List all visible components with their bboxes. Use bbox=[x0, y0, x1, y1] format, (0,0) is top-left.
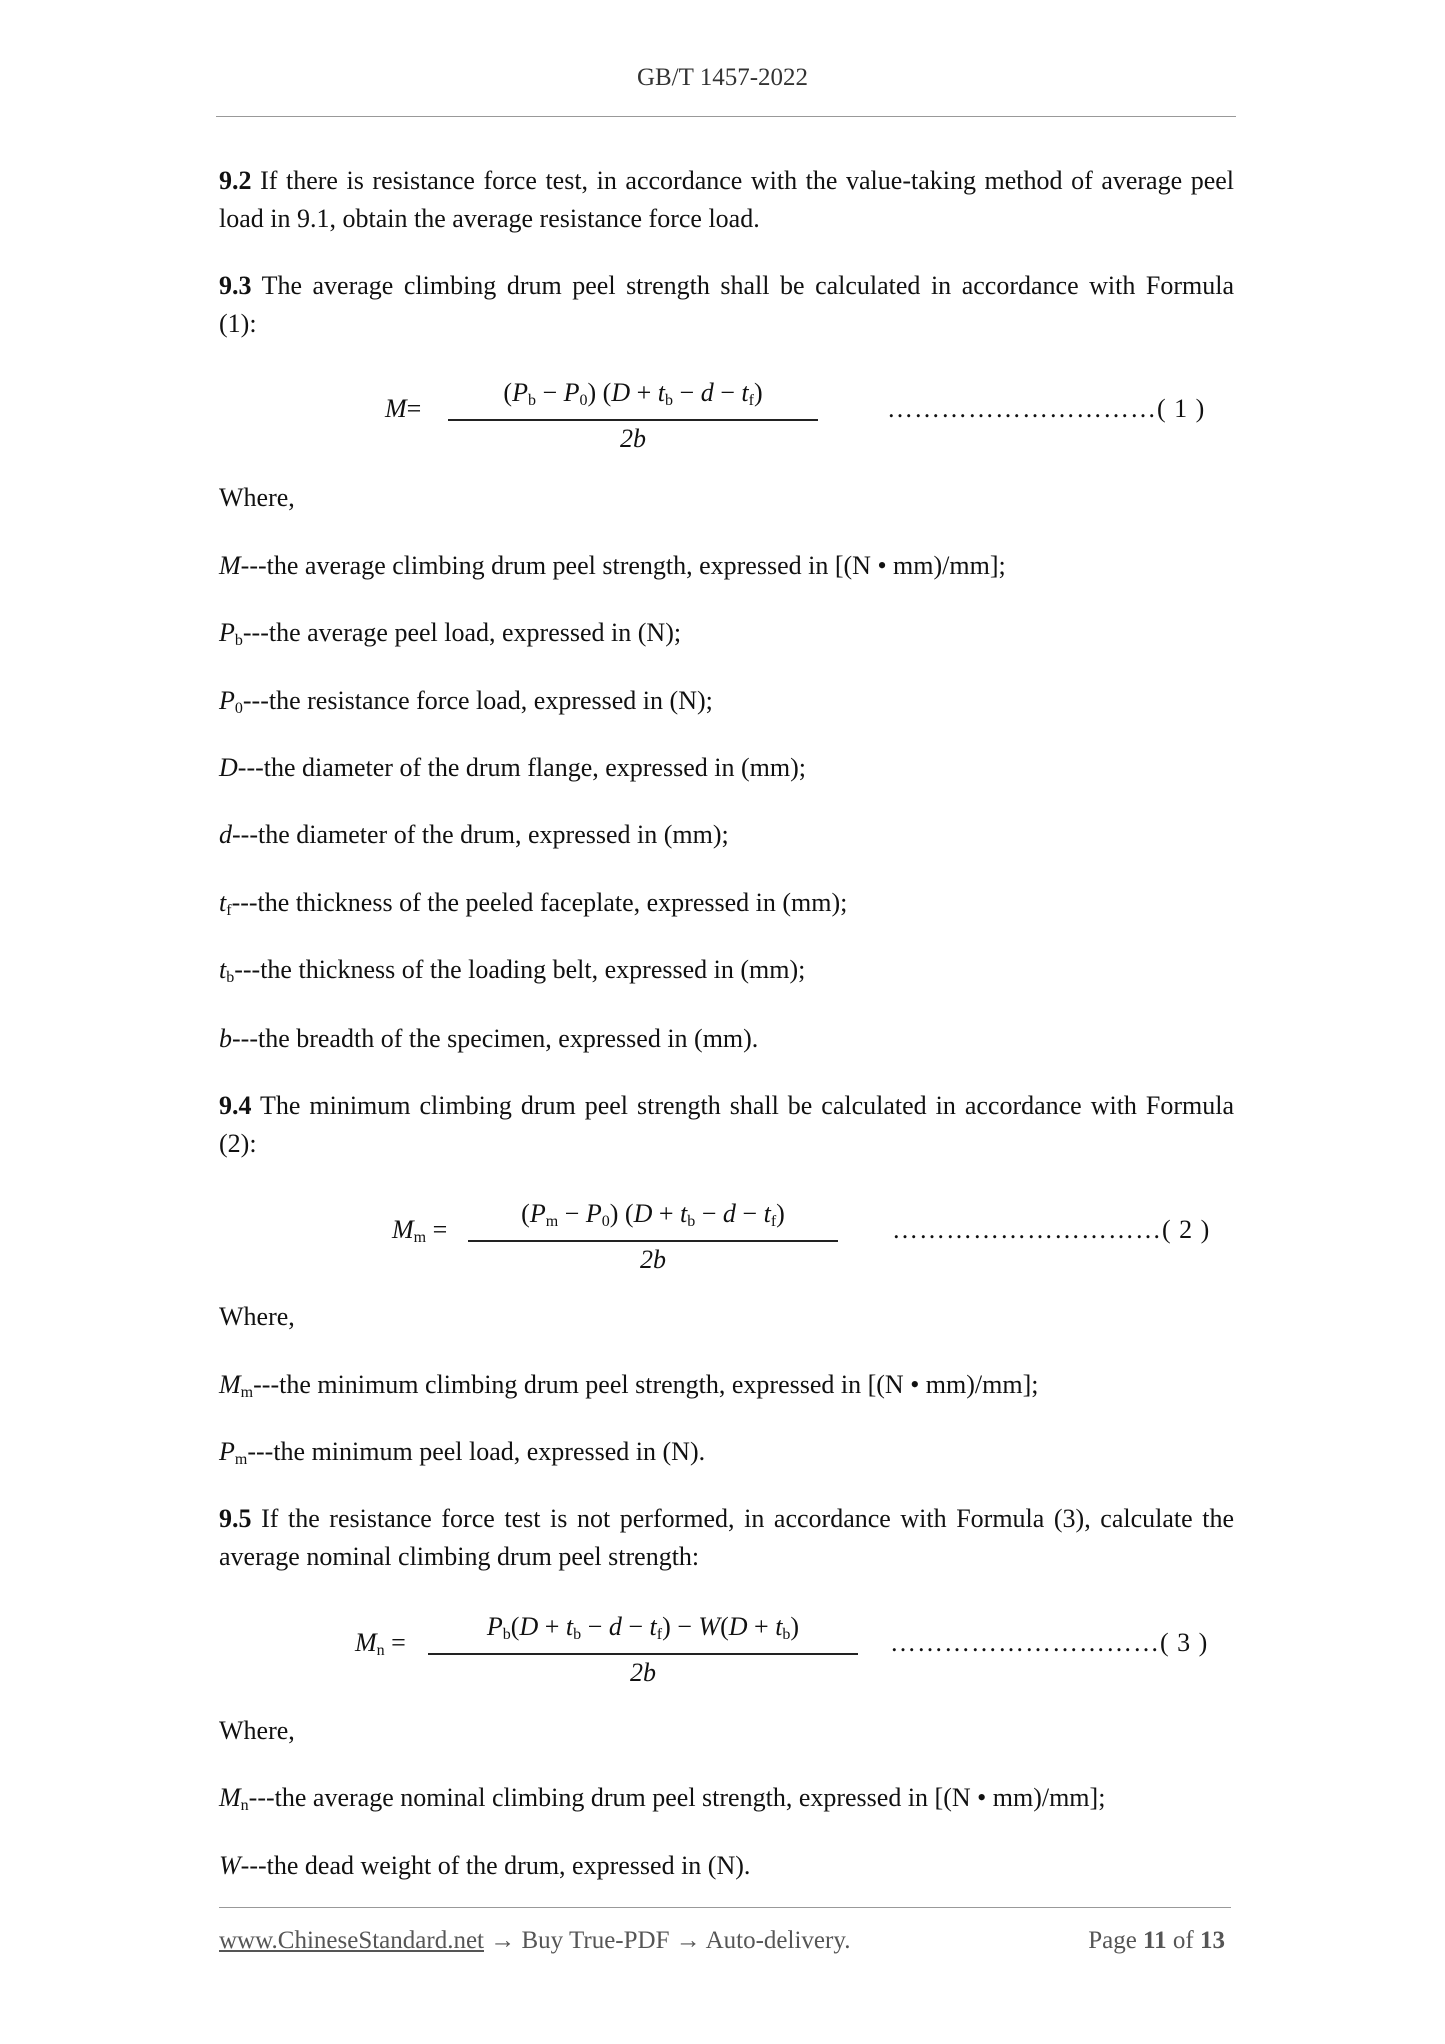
definition-item: $M_m--$-the minimum climbing drum peel strength, expressed in [(N • mm)/mm]; bbox=[219, 1370, 1039, 1401]
where-label: Where, bbox=[219, 1302, 295, 1331]
symbol: t bbox=[219, 955, 227, 984]
definition-item: $M_n--$-the average nominal climbing drum peel strength, expressed in [(N • mm)/mm]; bbox=[219, 1783, 1106, 1814]
section-9-2-line1: 9.2 If there is resistance force test, in accordance with the value-taking method of average peel bbox=[219, 166, 1235, 195]
equals: = bbox=[391, 1628, 406, 1657]
symbol: D bbox=[219, 753, 238, 782]
symbol: P bbox=[219, 618, 235, 647]
symbol: d bbox=[219, 820, 232, 849]
section-9-4-line2: (2): bbox=[219, 1129, 257, 1158]
definition-item bbox=[219, 547, 1234, 593]
definition-item bbox=[219, 816, 1234, 862]
definition-item bbox=[219, 1020, 1234, 1066]
denominator: 2b bbox=[640, 1244, 666, 1274]
definition-text: ---the thickness of the loading belt, expressed in (mm); bbox=[234, 955, 806, 984]
section-9-4-line1: 9.4 The minimum climbing drum peel strength shall be calculated in accordance with Formula bbox=[219, 1091, 1234, 1120]
symbol: P bbox=[219, 1437, 235, 1466]
fraction bbox=[428, 1609, 858, 1691]
footer-left: www.ChineseStandard.net → Buy True-PDF → Auto-delivery. bbox=[219, 1927, 851, 1954]
definition-text: ---the breadth of the specimen, expressed in (mm). bbox=[232, 1024, 759, 1053]
formula-number: …………………………( 3 ) bbox=[890, 1628, 1209, 1657]
symbol: b bbox=[219, 1024, 232, 1053]
symbol: W bbox=[219, 1851, 241, 1880]
denominator: 2b bbox=[620, 423, 646, 453]
section-9-3-line2: (1): bbox=[219, 309, 257, 338]
fraction bbox=[448, 375, 818, 457]
definition-item: $P_m--$-the minimum peel load, expressed in (N). bbox=[219, 1437, 706, 1468]
symbol: M bbox=[219, 1783, 241, 1812]
formula-number: …………………………( 1 ) bbox=[887, 394, 1206, 423]
fraction bbox=[468, 1196, 838, 1278]
definition-text: ---the average nominal climbing drum peel strength, expressed in [(N • mm)/mm]; bbox=[248, 1783, 1106, 1812]
section-9-2-line2: load in 9.1, obtain the average resistance force load. bbox=[219, 204, 760, 233]
numerator: $(P_m - P_0) (D + t_b - d - t_f)$ bbox=[521, 1199, 785, 1230]
definition-item: $P_b--$-the average peel load, expressed in (N); bbox=[219, 618, 682, 649]
header-divider bbox=[216, 116, 1236, 117]
section-9-3-line1: 9.3 The average climbing drum peel strength shall be calculated in accordance with Formula bbox=[219, 271, 1235, 300]
definition-text: ---the dead weight of the drum, expressed in (N). bbox=[240, 1851, 751, 1880]
definition-text: ---the average peel load, expressed in (N); bbox=[242, 618, 682, 647]
definition-text: ---the minimum climbing drum peel strength, expressed in [(N • mm)/mm]; bbox=[253, 1370, 1039, 1399]
section-9-5-line2: average nominal climbing drum peel strength: bbox=[219, 1542, 700, 1571]
section-9-5-line1: 9.5 If the resistance force test is not performed, in accordance with Formula (3), calculate the bbox=[219, 1504, 1234, 1533]
symbol: P bbox=[219, 686, 235, 715]
symbol: t bbox=[219, 888, 227, 917]
formula-number: …………………………( 2 ) bbox=[892, 1215, 1211, 1244]
definition-text: ---the diameter of the drum, expressed in (mm); bbox=[232, 820, 729, 849]
definition-item: $t_f--$-the thickness of the peeled faceplate, expressed in (mm); bbox=[219, 888, 848, 919]
definition-item: $P_0--$-the resistance force load, expressed in (N); bbox=[219, 686, 713, 717]
definition-text: ---the average climbing drum peel strength, expressed in [(N • mm)/mm]; bbox=[240, 551, 1006, 580]
formula-lhs: M bbox=[392, 1215, 414, 1244]
definition-text: ---the thickness of the peeled faceplate, expressed in (mm); bbox=[231, 888, 848, 917]
numerator: $(P_b - P_0) (D + t_b - d - t_f)$ bbox=[503, 378, 763, 409]
equals: = bbox=[406, 394, 422, 423]
symbol: M bbox=[219, 551, 241, 580]
equals: = bbox=[432, 1215, 448, 1244]
formula-lhs: M bbox=[385, 394, 407, 423]
definition-text: ---the minimum peel load, expressed in (N). bbox=[247, 1437, 706, 1466]
definition-text: ---the resistance force load, expressed in (N); bbox=[242, 686, 713, 715]
page-number: Page 11 of 13 bbox=[1088, 1927, 1225, 1954]
definition-item bbox=[219, 749, 1234, 795]
symbol: M bbox=[219, 1370, 241, 1399]
numerator: $P_b(D + t_b - d - t_f) - W(D + t_b)$ bbox=[486, 1612, 800, 1643]
definition-item bbox=[219, 1847, 1234, 1893]
denominator: 2b bbox=[630, 1657, 656, 1687]
definition-item: $t_b--$-the thickness of the loading belt, expressed in (mm); bbox=[219, 955, 806, 986]
footer-divider bbox=[219, 1907, 1231, 1908]
page-header: GB/T 1457-2022 bbox=[636, 64, 809, 91]
where-label: Where, bbox=[219, 1716, 295, 1745]
where-label: Where, bbox=[219, 483, 295, 512]
definition-text: ---the diameter of the drum flange, expressed in (mm); bbox=[237, 753, 806, 782]
formula-lhs: M bbox=[355, 1628, 377, 1657]
website-link[interactable]: www.ChineseStandard.net bbox=[219, 1927, 484, 1954]
document-page: GB/T 1457-2022 9.2 If there is resistance force test, in accordance with the value-taking method of average peel load in 9.1, obtain the average resistance force load. 9.3 The average climbing drum peel strength shall be calculated in accordance with Formula (1): M= $(P_b - P_0) (D + t_b - d - t_f)$ 2b …………………………( 1 ) Where, M---the average climbing drum peel strength, expressed in [(N • mm)/mm]; $P_b--$-the average peel load, expressed in (N); $P_0--$-the resistance force load, expressed in (N); D---the diameter of the drum flange, expressed in (mm); d---the diameter of the drum, expressed in (mm); $t_f--$-the thickness of the peeled faceplate, expressed in (mm); $t_b--$-the thickness of the loading belt, expressed in (mm); b---the breadth of the specimen, expressed in (mm). 9.4 The minimum climbing drum peel strength shall be calculated in accordance with Formula (2): $M_m$ = $(P_m - P_0) (D + t_b - d - t_f)$ 2b …………………………( 2 ) Where, $M_m--$-the minimum climbing drum peel strength, expressed in [(N • mm)/mm]; $P_m--$-the minimum peel load, expressed in (N). 9.5 If the resistance force test is not performed, in accordance with Formula (3), calculate the average nominal climbing drum peel strength: $M_n$ = $P_b(D + t_b - d - t_f) - W(D + t_b)$ 2b …………………………( 3 ) Where, $M_n--$-the average nominal climbing drum peel strength, expressed in [(N • mm)/mm]; W---the dead weight of the drum, expressed in (N). www.ChineseStandard.net → Buy True-PDF → Auto-delivery. Page 11 of 13 bbox=[0, 0, 1445, 2044]
